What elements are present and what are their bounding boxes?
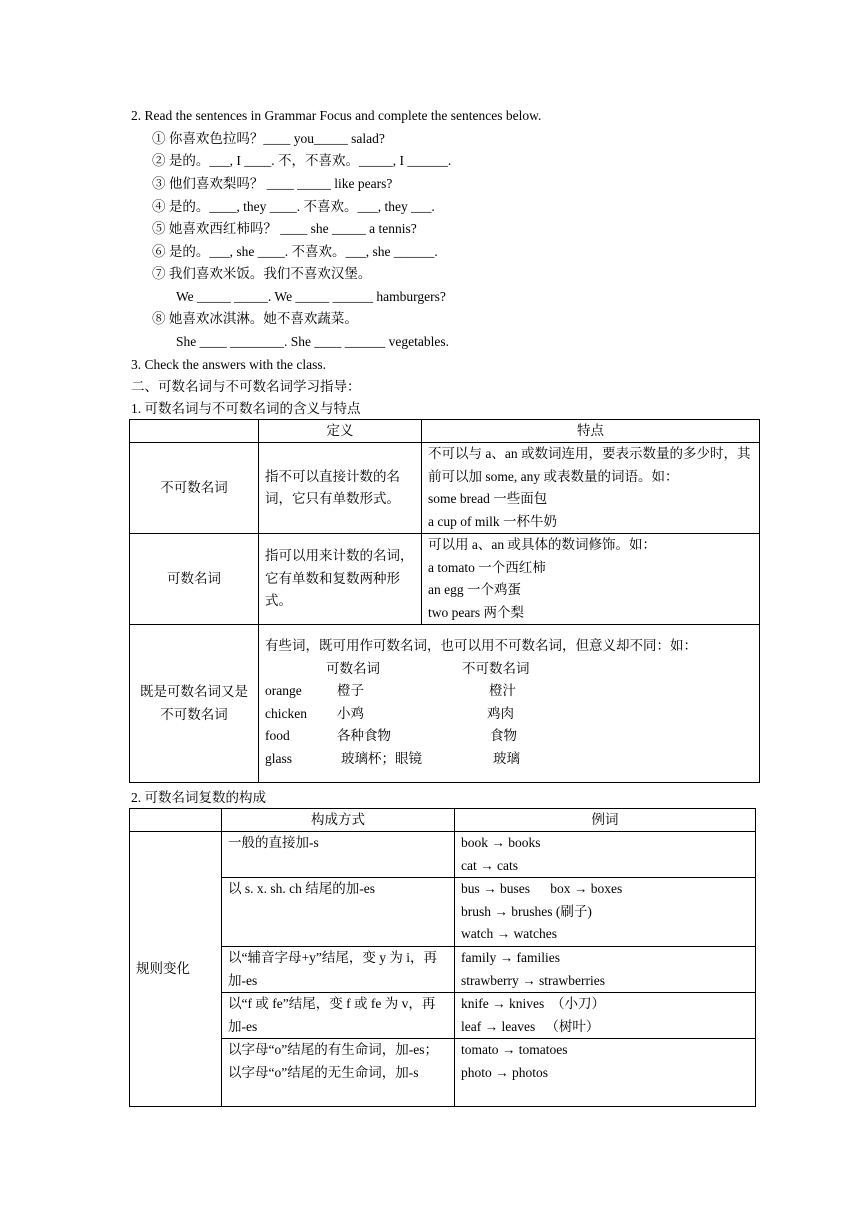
countable-uncountable-table	[129, 419, 760, 783]
exercise-item-2: ② 是的。___, I ____. 不，不喜欢。_____, I ______.	[152, 153, 452, 168]
table1-header-features: 特点	[422, 420, 760, 443]
countable-features: 可以用 a、an 或具体的数词修饰。如： a tomato 一个西红柿 an egg 一个鸡蛋 two pears 两个梨	[422, 534, 760, 625]
table1-header-definition: 定义	[259, 420, 422, 443]
table2-header-method: 构成方式	[222, 809, 455, 832]
exercise-item-8-answer: She ____ ________. She ____ ______ vegetables.	[176, 334, 449, 349]
both-word-row: orange 橙子 橙汁	[265, 683, 516, 698]
subsection2-title: 2. 可数名词复数的构成	[131, 790, 266, 805]
both-word-row: glass 玻璃杯；眼镜 玻璃	[265, 750, 520, 766]
rule-examples: tomato → tomatoes photo → photos	[455, 1039, 756, 1107]
rule-examples: knife → knives （小刀） leaf → leaves （树叶）	[455, 993, 756, 1039]
rule-row: 以“f 或 fe”结尾，变 f 或 fe 为 v，再加-es	[222, 993, 455, 1039]
exercise-item-7: ⑦ 我们喜欢米饭。我们不喜欢汉堡。	[152, 266, 372, 281]
rule-examples: book → books cat → cats	[455, 832, 756, 878]
section3-title: 3. Check the answers with the class.	[131, 357, 326, 372]
table2-header-examples: 例词	[455, 809, 756, 832]
exercise-item-6: ⑥ 是的。___, she ____. 不喜欢。___, she ______.	[152, 244, 438, 259]
countable-name: 可数名词	[130, 534, 259, 625]
rule-row: 以 s. x. sh. ch 结尾的加-es	[222, 878, 455, 947]
table2-header-blank	[130, 809, 222, 832]
both-content: 有些词，既可用作可数名词，也可以用不可数名词，但意义却不同：如： 可数名词 不可数名词 orange 橙子 橙汁 chicken 小鸡 鸡肉 food 各种食物 食物 glass 玻璃杯；眼镜 玻璃	[259, 625, 760, 783]
table1-header-blank	[130, 420, 259, 443]
exercise-item-4: ④ 是的。____, they ____. 不喜欢。___, they ___.	[152, 199, 435, 214]
uncountable-name: 不可数名词	[130, 443, 259, 534]
exercise-item-5: ⑤ 她喜欢西红柿吗？ ____ she _____ a tennis?	[152, 221, 417, 236]
rule-examples: bus → buses box → boxes brush → brushes (刷子) watch → watches	[455, 878, 756, 947]
section2-title: 2. Read the sentences in Grammar Focus and complete the sentences below.	[131, 108, 542, 123]
uncountable-definition: 指不可以直接计数的名词，它只有单数形式。	[259, 443, 422, 534]
both-word-row: chicken 小鸡 鸡肉	[265, 705, 514, 721]
exercise-item-8: ⑧ 她喜欢冰淇淋。她不喜欢蔬菜。	[152, 311, 358, 326]
rule-row: 以“辅音字母+y”结尾，变 y 为 i，再加-es	[222, 947, 455, 993]
rule-row: 以字母“o”结尾的有生命词，加-es；以字母“o”结尾的无生命词，加-s	[222, 1039, 455, 1107]
both-word-row: food 各种食物 食物	[265, 728, 517, 743]
exercise-item-1: ① 你喜欢色拉吗？____ you_____ salad?	[152, 131, 385, 146]
exercise-item-7-answer: We _____ _____. We _____ ______ hamburgers?	[176, 289, 446, 304]
exercise-item-3: ③ 他们喜欢梨吗？ ____ _____ like pears?	[152, 176, 393, 191]
uncountable-features: 不可以与 a、an 或数词连用，要表示数量的多少时，其前可以加 some, any 或表数量的词语。如： some bread 一些面包 a cup of milk 一杯牛奶	[422, 443, 760, 534]
both-name: 既是可数名词又是不可数名词	[130, 625, 259, 783]
plural-formation-table	[129, 808, 756, 1107]
rule-examples: family → families strawberry → strawberries	[455, 947, 756, 993]
rule-row: 一般的直接加-s	[222, 832, 455, 878]
subsection1-title: 1. 可数名词与不可数名词的含义与特点	[131, 401, 361, 416]
countable-definition: 指可以用来计数的名词，它有单数和复数两种形式。	[259, 534, 422, 625]
part2-title: 二、可数名词与不可数名词学习指导：	[131, 379, 361, 394]
regular-change-label: 规则变化	[130, 832, 222, 1107]
